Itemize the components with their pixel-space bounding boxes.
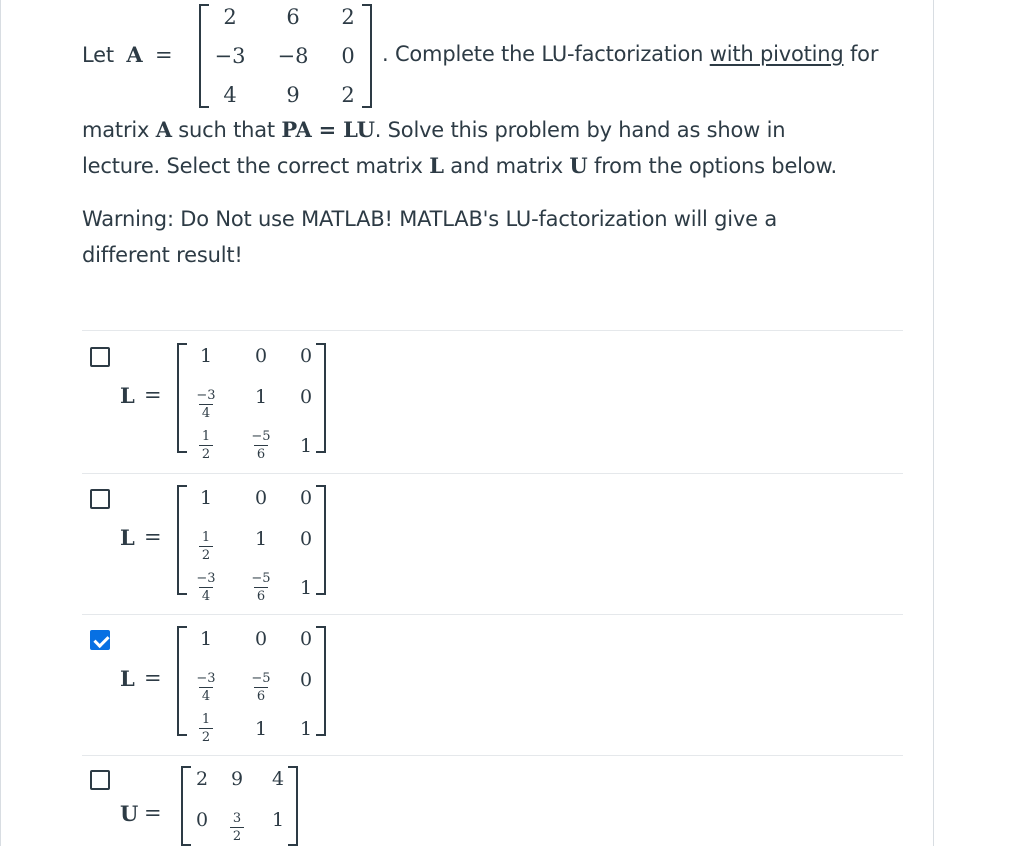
matrix-cell: 1 <box>199 345 213 367</box>
matrix-cell: 0 <box>254 345 268 367</box>
matrix-cell-fraction: 1 2 <box>186 530 226 563</box>
matrix-cell: 1 <box>299 577 313 599</box>
matrix-cell: 0 <box>299 386 313 408</box>
matrix-a-cell: 2 <box>341 5 355 29</box>
matrix-cell: 0 <box>299 628 313 650</box>
matrix-cell: 0 <box>299 487 313 509</box>
matrix-cell-fraction: 3 2 <box>217 811 257 844</box>
matrix-cell-fraction: −3 4 <box>196 571 216 604</box>
matrix-a-cell: 2 <box>223 5 237 29</box>
matrix-a-cell: 0 <box>341 44 355 68</box>
matrix-cell: 1 <box>254 528 268 550</box>
matrix-label: L <box>120 666 135 691</box>
option-divider <box>82 755 903 756</box>
matrix-cell: 2 <box>195 768 209 790</box>
equals-sign: = <box>144 525 162 549</box>
matrix-a-cell: 9 <box>286 83 300 107</box>
equals-sign: = <box>144 383 162 407</box>
matrix-cell: 0 <box>254 628 268 650</box>
matrix-cell: 9 <box>230 768 244 790</box>
matrix-cell: 1 <box>271 809 285 831</box>
question-line2: matrix A such that PA = LU. Solve this problem by hand as show in <box>82 117 786 142</box>
matrix-cell: 1 <box>299 435 313 457</box>
matrix-cell: 0 <box>254 487 268 509</box>
matrix-cell-fraction: −5 6 <box>251 429 271 462</box>
option-divider <box>82 614 903 615</box>
question-line1-tail: . Complete the LU-factorization with pivoting for <box>382 42 879 66</box>
question-line3: lecture. Select the correct matrix L and matrix U from the options below. <box>82 153 837 178</box>
with-pivoting-link[interactable]: with pivoting <box>709 42 844 66</box>
warning-line1: Warning: Do Not use MATLAB! MATLAB's LU-factorization will give a <box>82 207 778 231</box>
matrix-label: L <box>120 383 135 408</box>
matrix-cell: 1 <box>199 628 213 650</box>
answer-checkbox[interactable] <box>90 489 110 509</box>
content-border-right <box>933 0 934 846</box>
answer-checkbox[interactable] <box>90 347 110 367</box>
matrix-cell: 1 <box>299 718 313 740</box>
matrix-label: L <box>120 525 135 550</box>
matrix-cell: 0 <box>299 528 313 550</box>
matrix-cell-fraction: 1 2 <box>186 429 226 462</box>
matrix-a-cell: 6 <box>286 5 300 29</box>
option-divider <box>82 473 903 474</box>
matrix-cell-fraction: −3 4 <box>196 388 216 421</box>
matrix-a-cell: 2 <box>341 83 355 107</box>
warning-line2: different result! <box>82 243 243 267</box>
equals-sign: = <box>144 801 162 825</box>
content-border-left <box>0 0 1 846</box>
matrix-cell-fraction: −3 4 <box>196 671 216 704</box>
equals-sign: = <box>144 666 162 690</box>
matrix-cell-fraction: −5 6 <box>251 571 271 604</box>
matrix-cell-fraction: −5 6 <box>251 671 271 704</box>
matrix-a-cell: −8 <box>277 44 309 68</box>
matrix-a-cell: 4 <box>223 83 237 107</box>
matrix-a-symbol: A <box>126 42 143 67</box>
let-prefix: Let A = <box>82 42 173 67</box>
matrix-cell: 0 <box>195 809 209 831</box>
matrix-cell: 0 <box>299 345 313 367</box>
matrix-a-cell: −3 <box>214 44 246 68</box>
matrix-cell: 1 <box>254 718 268 740</box>
matrix-cell: 4 <box>271 768 285 790</box>
answer-checkbox[interactable] <box>90 770 110 790</box>
answer-checkbox[interactable] <box>90 630 110 650</box>
matrix-label: U <box>120 801 139 826</box>
option-divider <box>82 330 903 331</box>
matrix-cell: 1 <box>199 487 213 509</box>
matrix-cell: 1 <box>254 386 268 408</box>
matrix-cell-fraction: 1 2 <box>186 712 226 745</box>
matrix-cell: 0 <box>299 669 313 691</box>
